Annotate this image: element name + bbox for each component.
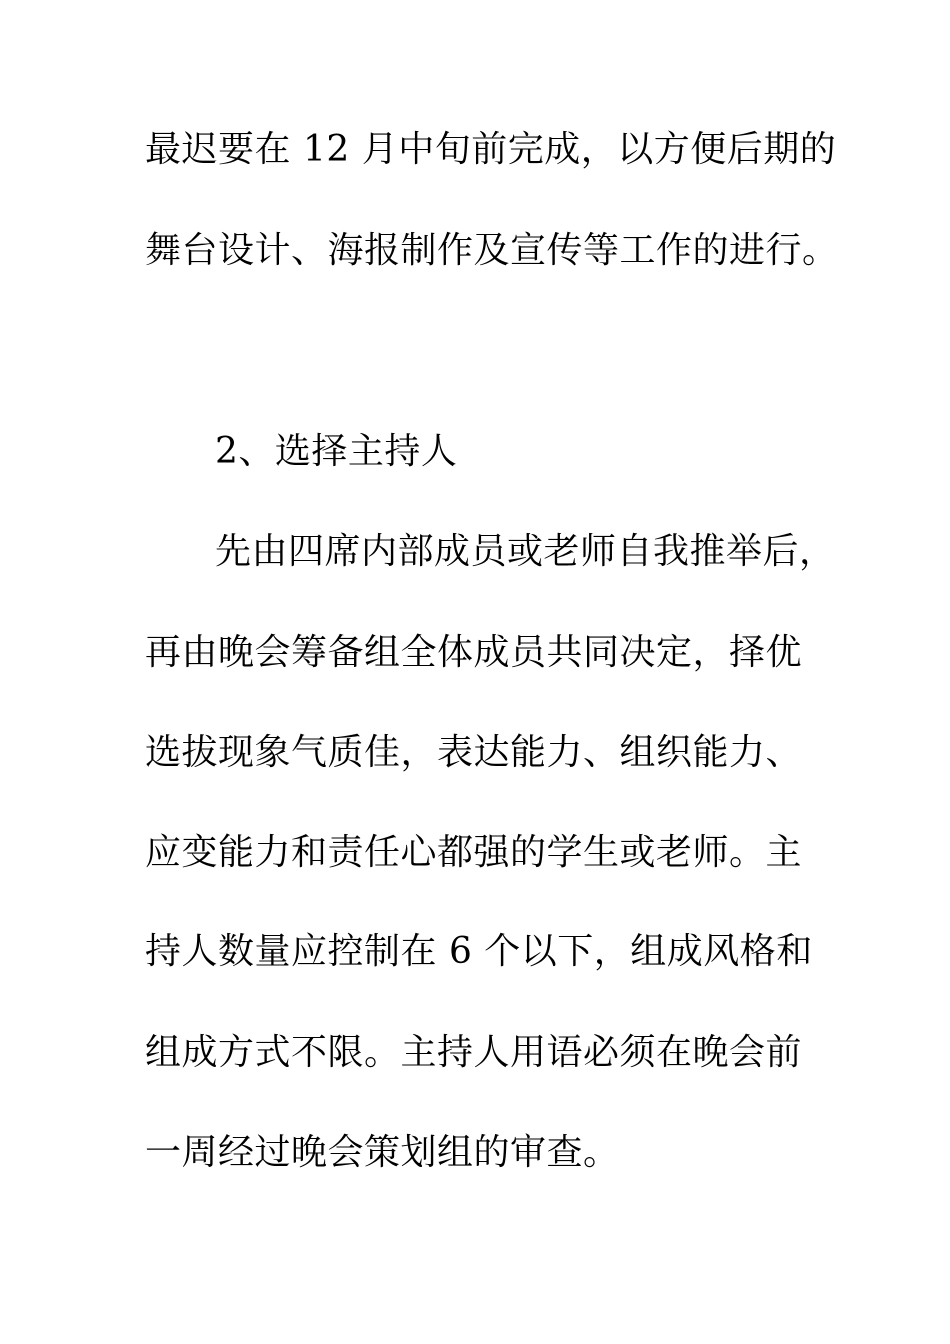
- paragraph-1-line-1: 最迟要在 12 月中旬前完成，以方便后期的: [145, 129, 837, 170]
- paragraph-2-line-1: 先由四席内部成员或老师自我推举后，: [215, 531, 836, 572]
- paragraph-2-line-3: 选拔现象气质佳，表达能力、组织能力、: [145, 732, 803, 773]
- paragraph-2-line-7: 一周经过晚会策划组的审查。: [145, 1132, 620, 1173]
- paragraph-2-line-4: 应变能力和责任心都强的学生或老师。主: [145, 832, 803, 873]
- paragraph-1-line-2: 舞台设计、海报制作及宣传等工作的进行。: [145, 230, 839, 271]
- paragraph-2-line-2: 再由晚会筹备组全体成员共同决定，择优: [145, 632, 803, 673]
- paragraph-2-line-5: 持人数量应控制在 6 个以下，组成风格和: [145, 931, 813, 972]
- paragraph-2-line-6: 组成方式不限。主持人用语必须在晚会前: [145, 1032, 803, 1073]
- section-heading: 2、选择主持人: [215, 431, 458, 472]
